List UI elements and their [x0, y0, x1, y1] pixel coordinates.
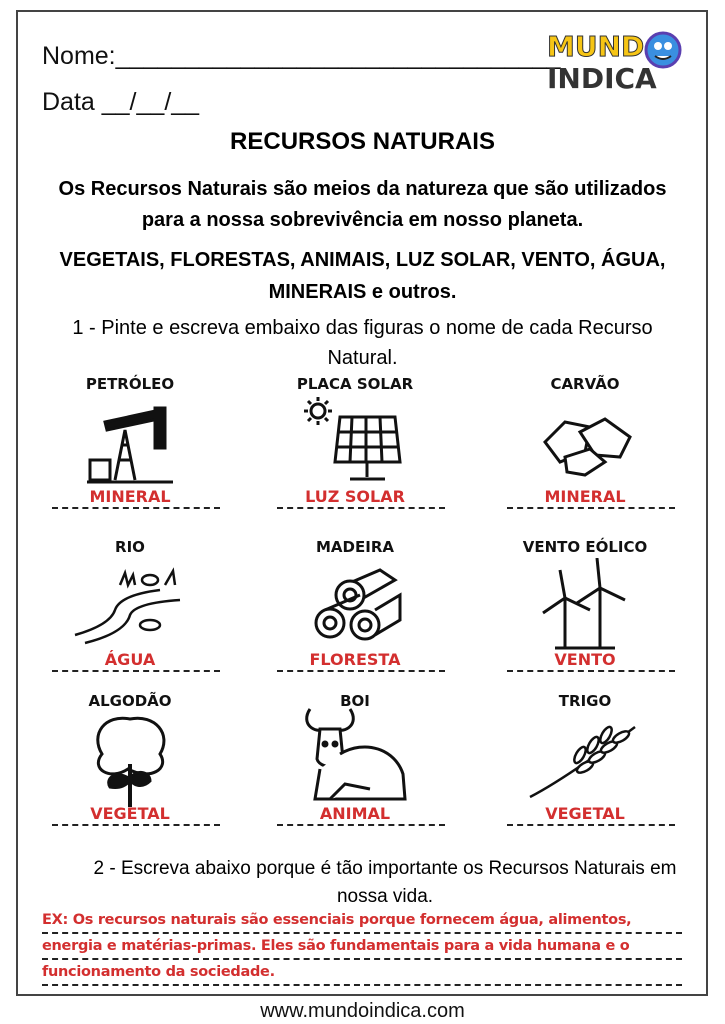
resource-answer: LUZ SOLAR	[305, 487, 405, 506]
resource-answer: FLORESTA	[309, 650, 401, 669]
answer-line: energia e matérias-primas. Eles são fundamentais para a vida humana e o	[42, 934, 682, 960]
resource-label: PLACA SOLAR	[296, 375, 414, 393]
footer-url: www.mundoindica.com	[260, 1000, 465, 1022]
wind-turbine-icon	[485, 560, 685, 650]
answer-blank[interactable]	[485, 804, 685, 828]
coal-icon	[485, 397, 685, 487]
resource-answer: MINERAL	[544, 487, 626, 506]
resource-label: MADEIRA	[316, 538, 394, 556]
svg-text:INDICA: INDICA	[547, 62, 657, 92]
mundo-indica-logo	[545, 26, 695, 92]
resource-item	[255, 375, 455, 511]
answer-blank[interactable]	[255, 650, 455, 674]
resources-list: VEGETAIS, FLORESTAS, ANIMAIS, LUZ SOLAR, VENTO, ÁGUA, MINERAIS e outros.	[59, 249, 666, 303]
resource-item	[30, 538, 230, 674]
question-1: 1 - Pinte e escreva embaixo das figuras o nome de cada Recurso Natural.	[72, 317, 653, 369]
answer-line: EX: Os recursos naturais são essenciais porque fornecem água, alimentos,	[42, 908, 682, 934]
answer-blank[interactable]	[30, 804, 230, 828]
resource-answer: VENTO	[554, 650, 616, 669]
river-icon	[30, 560, 230, 650]
answer-blank[interactable]	[485, 650, 685, 674]
resource-label: RIO	[115, 538, 145, 556]
resource-item	[255, 538, 455, 674]
resource-label: BOI	[340, 692, 370, 710]
wheat-icon	[485, 714, 685, 804]
answer-blank[interactable]	[485, 487, 685, 511]
answer-blank[interactable]	[255, 487, 455, 511]
resource-item	[30, 375, 230, 511]
solar-panel-icon	[255, 397, 455, 487]
answer-blank[interactable]	[30, 487, 230, 511]
cotton-icon	[30, 714, 230, 804]
name-field: Nome:________________________________	[42, 42, 561, 70]
resource-item	[485, 538, 685, 674]
svg-text:MUND: MUND	[547, 30, 645, 63]
ox-icon	[255, 714, 455, 804]
resource-answer: MINERAL	[89, 487, 171, 506]
answer-blank[interactable]	[255, 804, 455, 828]
logs-icon	[255, 560, 455, 650]
resource-label: CARVÃO	[550, 375, 620, 393]
resource-item	[485, 375, 685, 511]
oil-pump-icon	[30, 397, 230, 487]
answer-line: funcionamento da sociedade.	[42, 960, 682, 986]
question-2: 2 - Escreva abaixo porque é tão importante os Recursos Naturais em nossa vida.	[93, 858, 677, 907]
resource-answer: VEGETAL	[545, 804, 625, 823]
resource-label: PETRÓLEO	[85, 375, 175, 393]
resource-answer: ÁGUA	[104, 650, 156, 669]
resource-answer: VEGETAL	[90, 804, 170, 823]
intro-text: Os Recursos Naturais são meios da natureza que são utilizados para a nossa sobrevivência em nosso planeta.	[58, 178, 667, 231]
resource-item	[485, 692, 685, 828]
resource-label: ALGODÃO	[88, 692, 172, 710]
date-field: Data __/__/__	[42, 88, 200, 116]
resource-item	[255, 692, 455, 828]
resource-answer: ANIMAL	[319, 804, 391, 823]
page-title: RECURSOS NATURAIS	[230, 128, 495, 155]
resource-label: VENTO EÓLICO	[522, 538, 648, 556]
resource-item	[30, 692, 230, 828]
answer-blank[interactable]	[30, 650, 230, 674]
resource-label: TRIGO	[558, 692, 612, 710]
answer-2	[42, 908, 682, 986]
